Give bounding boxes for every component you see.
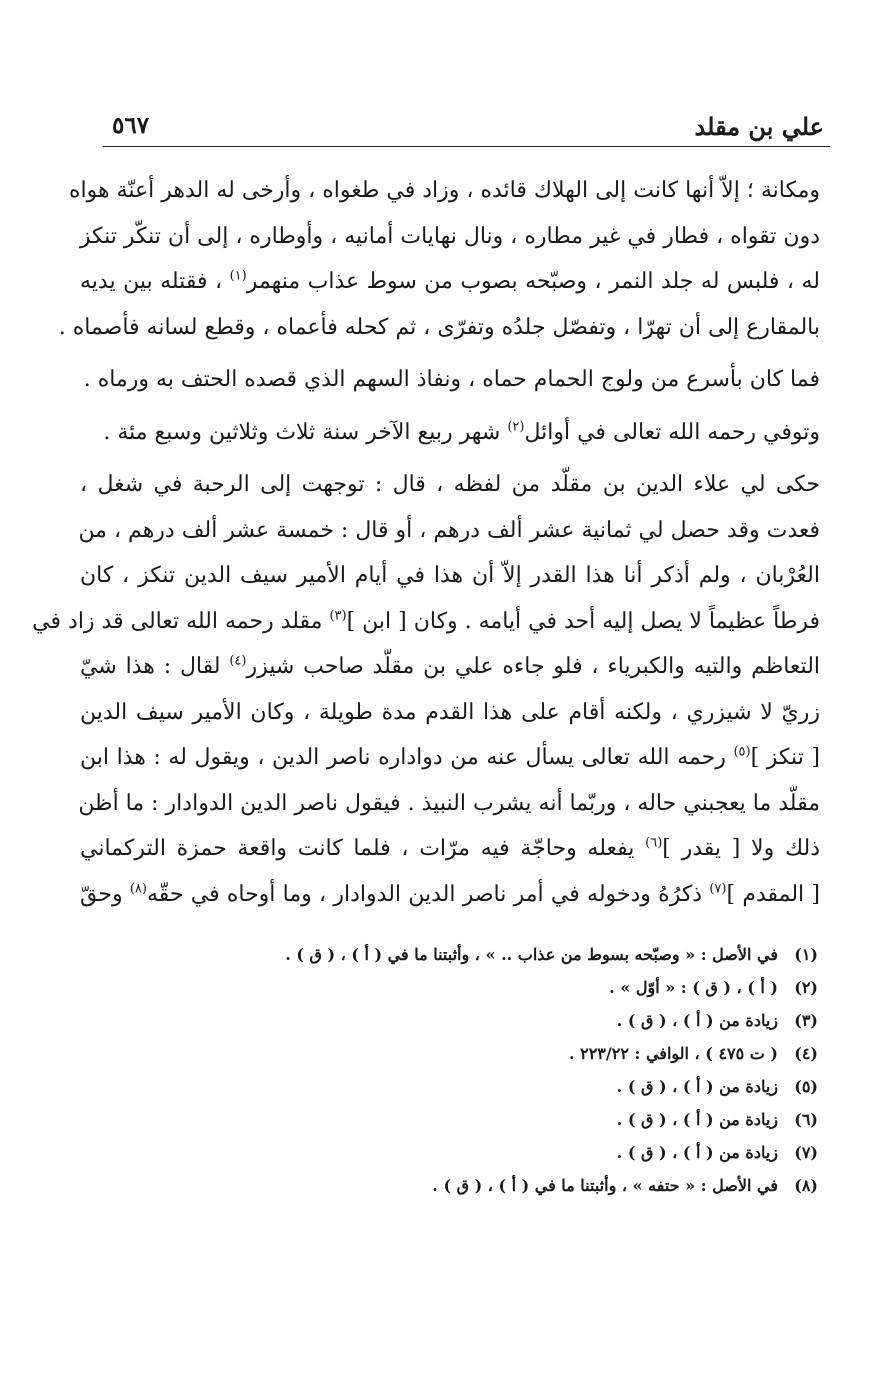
text-line: مقلّد ما يعجبني حاله ، وربّما أنه يشرب النبيذ . فيقول ناصر الدين الدوادار : ما أظن [78,790,820,816]
footnote-ref[interactable]: (٥) [733,744,751,760]
text-run: رحمه الله تعالى يسأل عنه من دواداره ناصر الدين ، ويقول له : هذا ابن [80,745,734,770]
header-rule [103,146,830,147]
footnote [100,938,818,971]
text-run: وتوفي رحمه الله تعالى في أوائل [524,419,820,445]
footnotes [100,938,818,1202]
page-title: علي بن مقلد [694,112,824,141]
footnote-text: في الأصل : « حتفه » ، وأثبتنا ما في ( أ ) ، ( ق ) . [432,1176,778,1195]
footnote [100,1136,818,1169]
footnote-text: ( ت ٤٧٥ ) ، الوافي : ٢٢٣/٢٢ . [568,1044,778,1063]
text-line [32,599,820,645]
footnote-number: (٣) [794,1011,818,1030]
footnote [100,1070,818,1103]
running-head [112,108,824,144]
text-run: لقال : هذا شيّ [80,654,230,679]
paragraph-1 [58,168,820,350]
text-line: ومكانة ؛ إلاّ أنها كانت إلى الهلاك قائده ، وزاد في طغواه ، وأرخى له الدهر أعنّة هواه [69,178,820,203]
footnote-number: (٦) [794,1110,818,1129]
footnote-number: (٥) [794,1077,818,1096]
main-text [32,168,821,917]
text-line: زريّ لا شيزري ، ولكنه أقام على هذا القدم مدة طويلة ، وكان الأمير سيف الدين [80,699,820,725]
footnote-ref[interactable]: (٧) [709,881,727,897]
text-run: يفعله وحاجّة فيه مرّات ، فلما كانت واقعة حمزة التركماني [80,836,646,861]
text-run: ذلك ولا [ يقدر ] [662,836,820,861]
text-run: له ، فلبس له جلد النمر ، وصبّحه بصوب من سوط عذاب منهمر [246,269,820,294]
text-line [80,872,820,918]
footnote-text: ( أ ) ، ( ق ) : « أوّل » . [609,978,778,997]
text-line [80,826,820,872]
text-run: ، فقتله بين يديه [80,269,230,294]
text-line [80,644,820,690]
text-line: فما كان بأسرع من ولوج الحمام حماه ، ونفاذ السهم الذي قصده الحتف به ورماه . [83,367,820,392]
paragraph-4 [32,462,821,917]
footnote-number: (٨) [794,1176,818,1195]
page-number: ٥٦٧ [112,112,150,139]
footnote-number: (٤) [794,1044,818,1063]
footnote-ref[interactable]: (٨) [129,881,147,897]
text-run: التعاظم والتيه والكبرياء ، فلو جاءه علي بن مقلّد صاحب شيزر [246,654,821,679]
text-line: دون تقواه ، فطار في غير مطاره ، ونال نهايات أمانيه ، وأوطاره ، إلى أن تنكّر تنكز [79,223,820,249]
footnote [100,1004,818,1037]
text-run: [ المقدم ] [726,881,820,907]
footnote [100,1103,818,1136]
footnote-ref[interactable]: (٣) [329,608,347,624]
text-run: شهر ربيع الآخر سنة ثلاث وثلاثين وسبع مئة . [103,419,508,445]
footnote [100,1169,818,1202]
footnote-text: في الأصل : « وصبّحه بسوط من عذاب .. » ، وأثبتنا ما في ( أ ) ، ( ق ) . [285,945,778,964]
footnote-text: زيادة من ( أ ) ، ( ق ) . [616,1143,778,1162]
text-line [80,735,820,781]
text-line [80,410,820,456]
text-line: حكى لي علاء الدين بن مقلّد من لفظه ، قال : توجهت إلى الرحبة في شغل ، [80,472,820,497]
text-run: وحقّ [80,881,130,907]
footnote-ref[interactable]: (٦) [645,835,663,851]
footnote-ref[interactable]: (٢) [507,419,525,435]
text-run: [ تنكز ] [750,745,820,770]
footnote-text: زيادة من ( أ ) ، ( ق ) . [616,1077,778,1096]
paragraph-3 [80,410,820,456]
paragraph-2 [80,357,820,403]
footnote-ref[interactable]: (١) [229,268,247,284]
footnote-text: زيادة من ( أ ) ، ( ق ) . [616,1110,778,1129]
footnote-number: (١) [794,945,818,964]
footnote [100,971,818,1004]
text-line: بالمقارع إلى أن تهرّا ، وتفصّل جلدُه وتفرّى ، ثم كحله فأعماه ، وقطع لسانه فأصماه . [58,314,820,340]
footnote-number: (٧) [794,1143,818,1162]
text-run: فرطاً عظيماً لا يصل إليه أحد في أيامه . وكان [ ابن ] [346,608,820,634]
text-line: فعدت وقد حصل لي ثمانية عشر ألف درهم ، أو قال : خمسة عشر ألف درهم ، من [78,517,820,543]
footnote [100,1037,818,1070]
text-line: العُرْبان ، ولم أذكر أنا هذا القدر إلاّ أن هذا في أيام الأمير سيف الدين تنكز ، كان [80,563,820,588]
text-line [80,259,820,305]
footnote-number: (٢) [794,978,818,997]
text-run: ذكرُهُ ودخوله في أمر ناصر الدين الدوادار ، وما أوحاه في حقّه [146,881,710,907]
footnote-ref[interactable]: (٤) [229,653,247,669]
text-run: مقلد رحمه الله تعالى قد زاد في [32,608,330,634]
footnote-text: زيادة من ( أ ) ، ( ق ) . [616,1011,778,1030]
